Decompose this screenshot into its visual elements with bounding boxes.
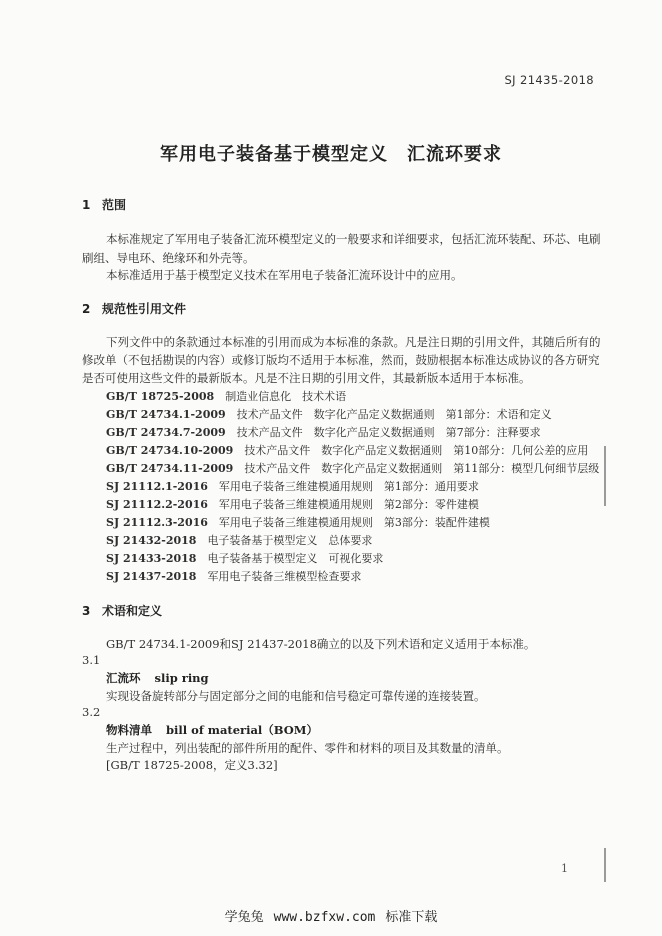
reference-item [106, 424, 541, 440]
paragraph-line: 本标准规定了军用电子装备汇流环模型定义的一般要求和详细要求，包括汇流环装配、环芯、电刷 [106, 232, 601, 246]
footer-left: 学兔兔 [224, 910, 264, 925]
paragraph-line: 本标准适用于基于模型定义技术在军用电子装备汇流环设计中的应用。 [106, 268, 463, 282]
section-number: 1 [82, 198, 91, 212]
reference-item [106, 460, 599, 476]
term-en: bill of material（BOM） [166, 723, 318, 737]
reference-title: 制造业信息化 技术术语 [225, 390, 347, 403]
reference-code: SJ 21112.3-2016 [106, 516, 208, 529]
reference-item [106, 532, 372, 548]
term-heading [106, 670, 209, 686]
reference-code: GB/T 24734.10-2009 [106, 444, 234, 457]
paragraph-line: 是否可使用这些文件的最新版本。凡是不注日期的引用文件，其最新版本适用于本标准。 [82, 371, 531, 385]
reference-code: GB/T 24734.7-2009 [106, 426, 226, 439]
term-definition: 生产过程中，列出装配的部件所用的配件、零件和材料的项目及其数量的清单。 [106, 741, 509, 755]
reference-code: SJ 21437-2018 [106, 570, 197, 583]
reference-item [106, 568, 361, 584]
section-title: 规范性引用文件 [102, 302, 187, 316]
reference-item [106, 496, 479, 512]
document-title: 军用电子装备基于模型定义 汇流环要求 [160, 144, 502, 165]
term-zh: 物料清单 [106, 723, 152, 737]
reference-title: 技术产品文件 数字化产品定义数据通则 第1部分：术语和定义 [236, 408, 552, 421]
term-heading [106, 722, 318, 738]
reference-code: SJ 21432-2018 [106, 534, 197, 547]
reference-item [106, 406, 552, 422]
section-number: 2 [82, 302, 91, 316]
reference-code: SJ 21112.1-2016 [106, 480, 208, 493]
reference-code: SJ 21433-2018 [106, 552, 197, 565]
reference-item [106, 478, 479, 494]
term-definition: 实现设备旋转部分与固定部分之间的电能和信号稳定可靠传递的连接装置。 [106, 689, 486, 703]
term-zh: 汇流环 [106, 671, 141, 685]
term-number: 3.2 [82, 705, 101, 719]
footer-right: 标准下载 [385, 910, 438, 925]
section-number: 3 [82, 604, 91, 618]
margin-scan-line [604, 446, 606, 506]
footer-site[interactable]: www.bzfxw.com [273, 910, 376, 925]
paragraph-line: 刷组、导电环、绝缘环和外壳等。 [82, 251, 255, 265]
standard-number: SJ 21435-2018 [504, 73, 594, 87]
term-number: 3.1 [82, 653, 101, 667]
reference-code: GB/T 24734.1-2009 [106, 408, 226, 421]
paragraph-line: 修改单（不包括勘误的内容）或修订版均不适用于本标准，然而，鼓励根据本标准达成协议的各方研究 [82, 353, 600, 367]
section-2-heading [82, 300, 186, 317]
reference-title: 电子装备基于模型定义 总体要求 [207, 534, 373, 547]
reference-item [106, 388, 346, 404]
term-source: [GB/T 18725-2008，定义3.32] [106, 758, 278, 772]
section-title: 术语和定义 [102, 604, 163, 618]
reference-code: GB/T 18725-2008 [106, 390, 215, 403]
section-intro: GB/T 24734.1-2009和SJ 21437-2018确立的以及下列术语和定义适用于本标准。 [106, 637, 536, 651]
paragraph-line: 下列文件中的条款通过本标准的引用而成为本标准的条款。凡是注日期的引用文件，其随后所有的 [106, 335, 601, 349]
reference-item [106, 514, 490, 530]
reference-title: 军用电子装备三维模型检查要求 [207, 570, 362, 583]
reference-code: SJ 21112.2-2016 [106, 498, 208, 511]
section-1-heading [82, 196, 126, 213]
term-en: slip ring [154, 671, 209, 685]
reference-title: 技术产品文件 数字化产品定义数据通则 第10部分：几何公差的应用 [244, 444, 589, 457]
reference-title: 军用电子装备三维建模通用规则 第1部分：通用要求 [218, 480, 479, 493]
reference-title: 技术产品文件 数字化产品定义数据通则 第7部分：注释要求 [236, 426, 541, 439]
margin-scan-line [604, 848, 606, 882]
page-number: 1 [561, 862, 568, 875]
section-3-heading [82, 602, 162, 619]
reference-item [106, 442, 588, 458]
reference-title: 电子装备基于模型定义 可视化要求 [207, 552, 384, 565]
reference-title: 技术产品文件 数字化产品定义数据通则 第11部分：模型几何细节层级 [244, 462, 600, 475]
reference-item [106, 550, 383, 566]
reference-title: 军用电子装备三维建模通用规则 第3部分：装配件建模 [218, 516, 490, 529]
reference-code: GB/T 24734.11-2009 [106, 462, 234, 475]
section-title: 范围 [102, 198, 127, 212]
footer-watermark [0, 906, 662, 925]
reference-title: 军用电子装备三维建模通用规则 第2部分：零件建模 [218, 498, 479, 511]
